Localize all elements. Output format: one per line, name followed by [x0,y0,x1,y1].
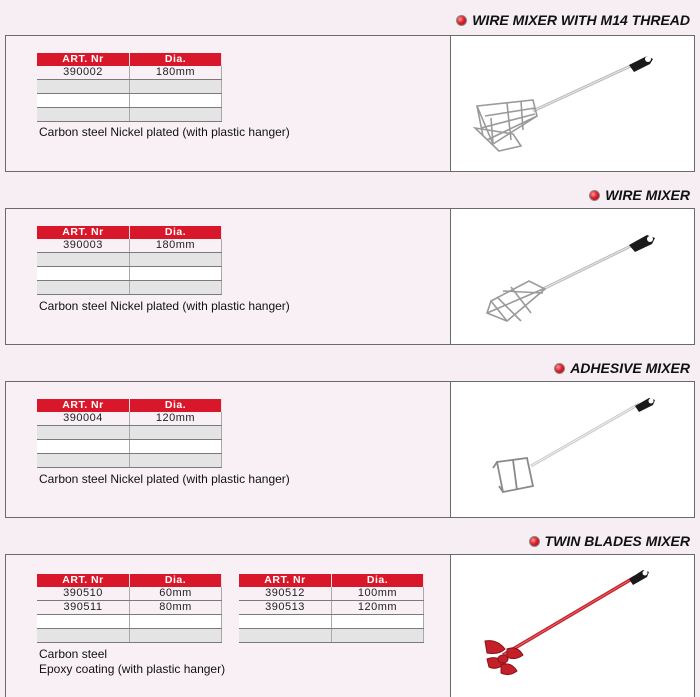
section-heading [529,533,690,549]
product-box [5,381,695,518]
spec-table-header [37,574,222,587]
empty-cell [37,267,130,281]
empty-cell [37,80,130,94]
wire-mixer-image [451,209,694,344]
section-title: TWIN BLADES MIXER [544,533,690,549]
empty-cell [37,253,130,267]
dia-header: Dia. [332,574,424,587]
table-row [37,615,222,629]
product-box [5,35,695,172]
dia-cell: 120mm [130,412,222,426]
dia-cell: 100mm [332,587,424,601]
empty-cell [332,629,424,643]
product-box [5,208,695,345]
table-row [37,108,222,122]
art-nr-cell: 390003 [37,239,130,253]
art-nr-cell: 390002 [37,66,130,80]
empty-cell [37,94,130,108]
art-nr-cell: 390512 [239,587,332,601]
empty-cell [239,615,332,629]
product-description: Carbon steel Nickel plated (with plastic hanger) [39,125,290,139]
dia-header: Dia. [130,399,222,412]
art-nr-header: ART. Nr [239,574,332,587]
empty-cell [37,629,130,643]
dia-cell: 60mm [130,587,222,601]
empty-cell [37,426,130,440]
empty-cell [239,629,332,643]
spec-table [37,399,222,468]
empty-cell [130,426,222,440]
spec-table-header [37,226,222,239]
empty-cell [37,108,130,122]
table-row [239,629,424,643]
spec-table [37,53,222,122]
empty-cell [37,615,130,629]
table-row [37,253,222,267]
dia-cell: 80mm [130,601,222,615]
art-nr-header: ART. Nr [37,226,130,239]
art-nr-header: ART. Nr [37,53,130,66]
section-title: ADHESIVE MIXER [570,360,690,376]
red-bullet-icon [456,15,467,26]
product-description-line-1: Carbon steel [39,647,108,661]
table-row [37,601,222,615]
product-description: Carbon steel Nickel plated (with plastic hanger) [39,472,290,486]
dia-cell: 120mm [332,601,424,615]
table-row [37,66,222,80]
empty-cell [332,615,424,629]
red-bullet-icon [554,363,565,374]
section-heading [456,12,690,28]
table-row [239,601,424,615]
table-row [37,239,222,253]
empty-cell [130,440,222,454]
art-nr-cell: 390511 [37,601,130,615]
dia-header: Dia. [130,574,222,587]
table-row [37,80,222,94]
art-nr-cell: 390510 [37,587,130,601]
section-heading [554,360,690,376]
empty-cell [130,629,222,643]
spec-table-right [239,574,424,643]
empty-cell [130,267,222,281]
spec-table-header [37,53,222,66]
section-heading [589,187,690,203]
empty-cell [130,253,222,267]
wire-mixer-m14-image [451,36,694,171]
empty-cell [130,615,222,629]
table-row [239,615,424,629]
art-nr-header: ART. Nr [37,399,130,412]
product-photo [450,36,694,171]
empty-cell [37,440,130,454]
empty-cell [130,108,222,122]
table-row [239,587,424,601]
table-row [37,281,222,295]
table-row [37,440,222,454]
section-title: WIRE MIXER [605,187,690,203]
table-row [37,629,222,643]
table-row [37,412,222,426]
table-row [37,454,222,468]
dia-cell: 180mm [130,239,222,253]
twin-blades-mixer-image [451,555,694,697]
spec-table [37,226,222,295]
table-row [37,267,222,281]
dia-header: Dia. [130,226,222,239]
red-bullet-icon [589,190,600,201]
table-row [37,426,222,440]
empty-cell [130,281,222,295]
product-box [5,554,695,697]
empty-cell [130,80,222,94]
adhesive-mixer-image [451,382,694,517]
table-row [37,587,222,601]
art-nr-header: ART. Nr [37,574,130,587]
section-title: WIRE MIXER WITH M14 THREAD [472,12,690,28]
spec-table-left [37,574,222,643]
product-description-line-2: Epoxy coating (with plastic hanger) [39,662,226,676]
product-photo [450,555,694,697]
product-photo [450,382,694,517]
product-description: Carbon steel Nickel plated (with plastic hanger) [39,299,290,313]
empty-cell [130,454,222,468]
empty-cell [37,454,130,468]
dia-header: Dia. [130,53,222,66]
product-photo [450,209,694,344]
art-nr-cell: 390004 [37,412,130,426]
spec-table-header [239,574,424,587]
dia-cell: 180mm [130,66,222,80]
table-row [37,94,222,108]
empty-cell [37,281,130,295]
art-nr-cell: 390513 [239,601,332,615]
empty-cell [130,94,222,108]
spec-table-header [37,399,222,412]
red-bullet-icon [529,536,540,547]
